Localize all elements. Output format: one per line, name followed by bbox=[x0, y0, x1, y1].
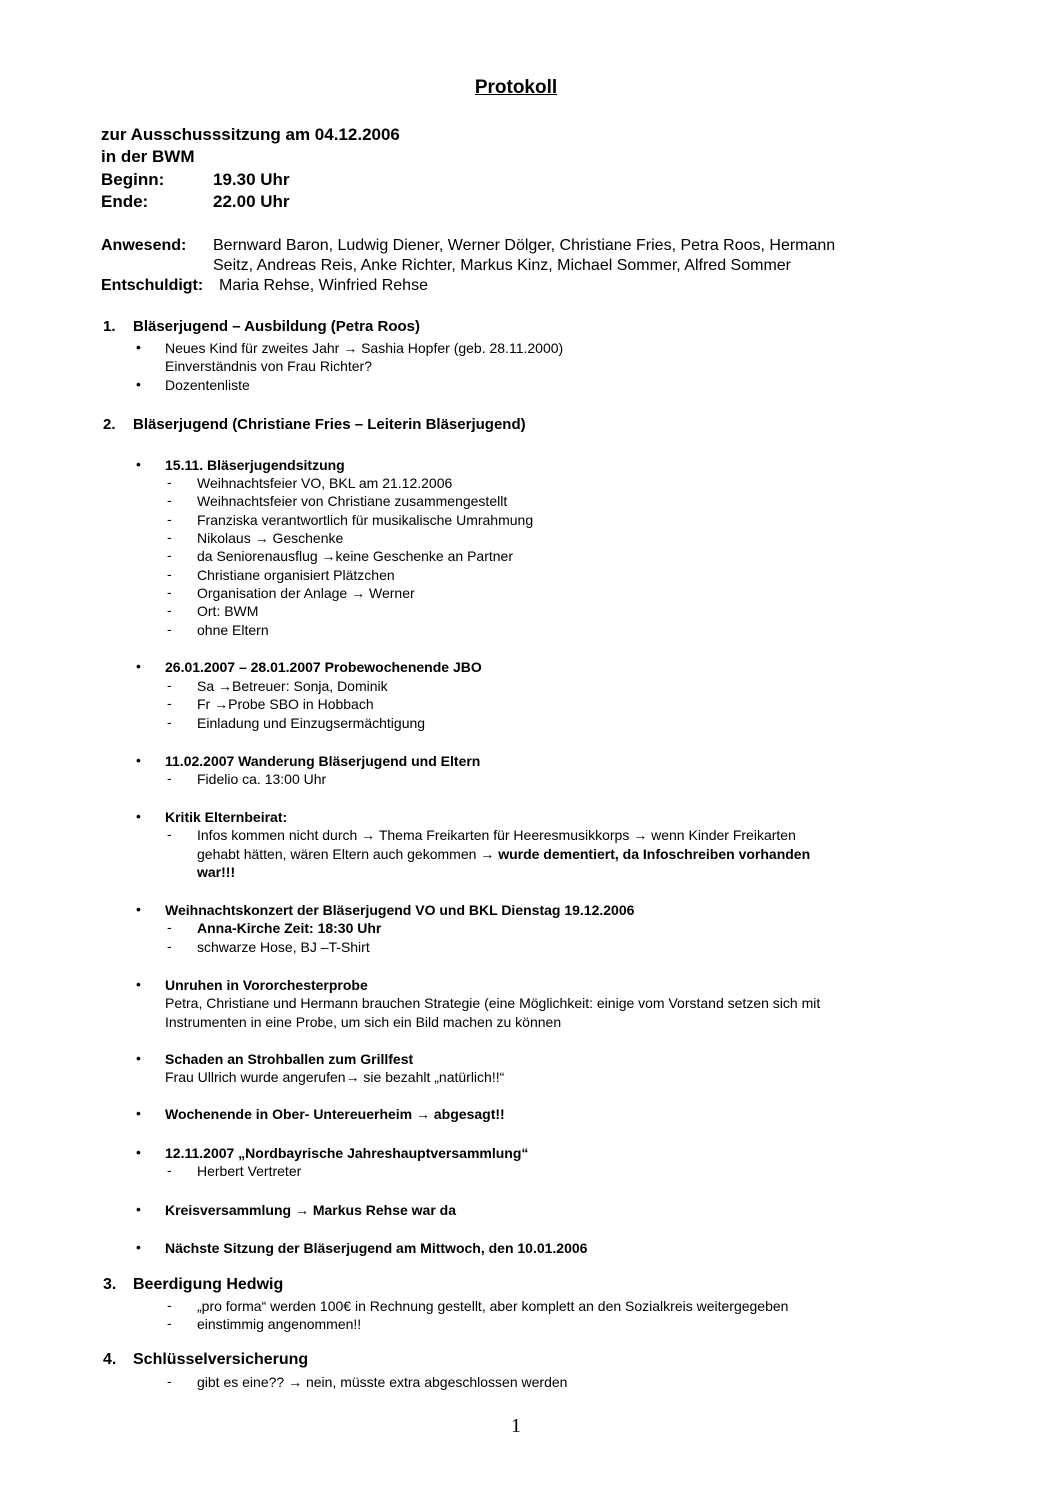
dash-icon: - bbox=[167, 1373, 172, 1389]
dash-icon: - bbox=[167, 547, 172, 563]
present-list-line1: Bernward Baron, Ludwig Diener, Werner Dölger, Christiane Fries, Petra Roos, Hermann bbox=[213, 237, 836, 254]
section-title: Beerdigung Hedwig bbox=[133, 1276, 284, 1293]
list-item: Herbert Vertreter bbox=[197, 1163, 302, 1179]
list-item: Franziska verantwortlich für musikalische Umrahmung bbox=[197, 512, 534, 528]
list-item: Ort: BWM bbox=[197, 603, 259, 619]
begin-label: Beginn: bbox=[101, 170, 165, 189]
bullet-icon: • bbox=[136, 1201, 141, 1217]
list-item: schwarze Hose, BJ –T-Shirt bbox=[197, 939, 370, 955]
dash-icon: - bbox=[167, 919, 172, 935]
bullet-icon: • bbox=[136, 808, 141, 824]
text-emphasis: war!!! bbox=[197, 864, 236, 880]
dash-icon: - bbox=[167, 770, 172, 786]
page-number: 1 bbox=[511, 1415, 521, 1437]
subsection-title: Wochenende in Ober- Untereuerheim → abgesagt!! bbox=[165, 1106, 505, 1122]
bullet-icon: • bbox=[136, 901, 141, 917]
location-line: in der BWM bbox=[101, 147, 195, 166]
subsection-title: 12.11.2007 „Nordbayrische Jahreshauptversammlung“ bbox=[165, 1145, 529, 1161]
dash-icon: - bbox=[167, 938, 172, 954]
subsection-title: Kreisversammlung → Markus Rehse war da bbox=[165, 1202, 457, 1218]
end-value: 22.00 Uhr bbox=[213, 192, 290, 211]
document-title: Protokoll bbox=[474, 77, 558, 98]
text-normal: gehabt hätten, wären Eltern auch gekommen → bbox=[197, 846, 495, 862]
section-title: Bläserjugend (Christiane Fries – Leiterin Bläserjugend) bbox=[133, 416, 526, 433]
subsection-title: 11.02.2007 Wanderung Bläserjugend und Eltern bbox=[165, 753, 481, 769]
dash-icon: - bbox=[167, 584, 172, 600]
list-item: Weihnachtsfeier VO, BKL am 21.12.2006 bbox=[197, 475, 453, 491]
list-item: einstimmig angenommen!! bbox=[197, 1316, 362, 1332]
list-item: Neues Kind für zweites Jahr → Sashia Hopfer (geb. 28.11.2000) bbox=[165, 340, 564, 356]
dash-icon: - bbox=[167, 529, 172, 545]
list-item: Organisation der Anlage → Werner bbox=[197, 585, 415, 601]
bullet-icon: • bbox=[136, 976, 141, 992]
section-title: Schlüsselversicherung bbox=[133, 1351, 309, 1368]
list-item: Dozentenliste bbox=[165, 377, 250, 393]
present-label: Anwesend bbox=[101, 237, 182, 254]
section-number: 3. bbox=[103, 1276, 117, 1293]
dash-icon: - bbox=[167, 695, 172, 711]
subsection-title: Nächste Sitzung der Bläserjugend am Mittwoch, den 10.01.2006 bbox=[165, 1240, 588, 1256]
subsection-title: 15.11. Bläserjugendsitzung bbox=[165, 457, 345, 473]
list-item: Weihnachtsfeier von Christiane zusammengestellt bbox=[197, 493, 508, 509]
dash-icon: - bbox=[167, 474, 172, 490]
list-item: da Seniorenausflug →keine Geschenke an Partner bbox=[197, 548, 513, 564]
bullet-icon: • bbox=[136, 1144, 141, 1160]
list-item: Nikolaus → Geschenke bbox=[197, 530, 344, 546]
text-emphasis: wurde dementiert, da Infoschreiben vorhanden bbox=[498, 846, 811, 862]
bullet-icon: • bbox=[136, 456, 141, 472]
dash-icon: - bbox=[167, 621, 172, 637]
section-number: 1. bbox=[103, 318, 116, 335]
dash-icon: - bbox=[167, 492, 172, 508]
subsection-title: Unruhen in Vororchesterprobe bbox=[165, 977, 368, 993]
meeting-line: zur Ausschusssitzung am 04.12.2006 bbox=[101, 125, 400, 144]
subsection-title: Kritik Elternbeirat: bbox=[165, 809, 288, 825]
list-item: ohne Eltern bbox=[197, 622, 269, 638]
dash-icon: - bbox=[167, 566, 172, 582]
bullet-icon: • bbox=[136, 1239, 141, 1255]
end-label: Ende: bbox=[101, 192, 149, 211]
dash-icon: - bbox=[167, 1162, 172, 1178]
list-item: Infos kommen nicht durch → Thema Freikarten für Heeresmusikkorps → wenn Kinder Freikarten bbox=[197, 827, 796, 843]
excused-list: Maria Rehse, Winfried Rehse bbox=[219, 277, 428, 294]
list-item: Einladung und Einzugsermächtigung bbox=[197, 715, 426, 731]
excused-label: Entschuldigt: bbox=[101, 277, 204, 294]
paragraph-line: Frau Ullrich wurde angerufen→ sie bezahlt „natürlich!!“ bbox=[165, 1069, 505, 1085]
begin-value: 19.30 Uhr bbox=[213, 170, 290, 189]
dash-icon: - bbox=[167, 714, 172, 730]
bullet-icon: • bbox=[136, 752, 141, 768]
dash-icon: - bbox=[167, 677, 172, 693]
section-number: 2. bbox=[103, 416, 116, 433]
section-number: 4. bbox=[103, 1351, 117, 1368]
paragraph-line: Petra, Christiane und Hermann brauchen Strategie (eine Möglichkeit: einige vom Vorstand setzen sich mit bbox=[165, 995, 821, 1011]
dash-icon: - bbox=[167, 511, 172, 527]
subsection-title: 26.01.2007 – 28.01.2007 Probewochenende JBO bbox=[165, 659, 482, 675]
list-item: Sa →Betreuer: Sonja, Dominik bbox=[197, 678, 388, 694]
bullet-icon: • bbox=[136, 339, 141, 355]
bullet-icon: • bbox=[136, 1050, 141, 1066]
subsection-title: Weihnachtskonzert der Bläserjugend VO und BKL Dienstag 19.12.2006 bbox=[165, 902, 635, 918]
section-title: Bläserjugend – Ausbildung (Petra Roos) bbox=[133, 318, 420, 335]
bullet-icon: • bbox=[136, 658, 141, 674]
dash-icon: - bbox=[167, 826, 172, 842]
list-item: Anna-Kirche Zeit: 18:30 Uhr bbox=[197, 920, 382, 936]
dash-icon: - bbox=[167, 1297, 172, 1313]
bullet-icon: • bbox=[136, 376, 141, 392]
paragraph-line: Instrumenten in eine Probe, um sich ein Bild machen zu können bbox=[165, 1014, 562, 1030]
list-item: Christiane organisiert Plätzchen bbox=[197, 567, 395, 583]
list-item: Fidelio ca. 13:00 Uhr bbox=[197, 771, 327, 787]
dash-icon: - bbox=[167, 602, 172, 618]
subsection-title: Schaden an Strohballen zum Grillfest bbox=[165, 1051, 414, 1067]
list-item: „pro forma“ werden 100€ in Rechnung gestellt, aber komplett an den Sozialkreis weitergegeben bbox=[197, 1298, 789, 1314]
list-item: Fr →Probe SBO in Hobbach bbox=[197, 696, 374, 712]
list-item-continued bbox=[197, 845, 810, 863]
list-item: Einverständnis von Frau Richter? bbox=[165, 358, 372, 374]
list-item: gibt es eine?? → nein, müsste extra abgeschlossen werden bbox=[197, 1374, 568, 1390]
bullet-icon: • bbox=[136, 1105, 141, 1121]
dash-icon: - bbox=[167, 1315, 172, 1331]
present-list-line2: Seitz, Andreas Reis, Anke Richter, Markus Kinz, Michael Sommer, Alfred Sommer bbox=[213, 257, 791, 274]
